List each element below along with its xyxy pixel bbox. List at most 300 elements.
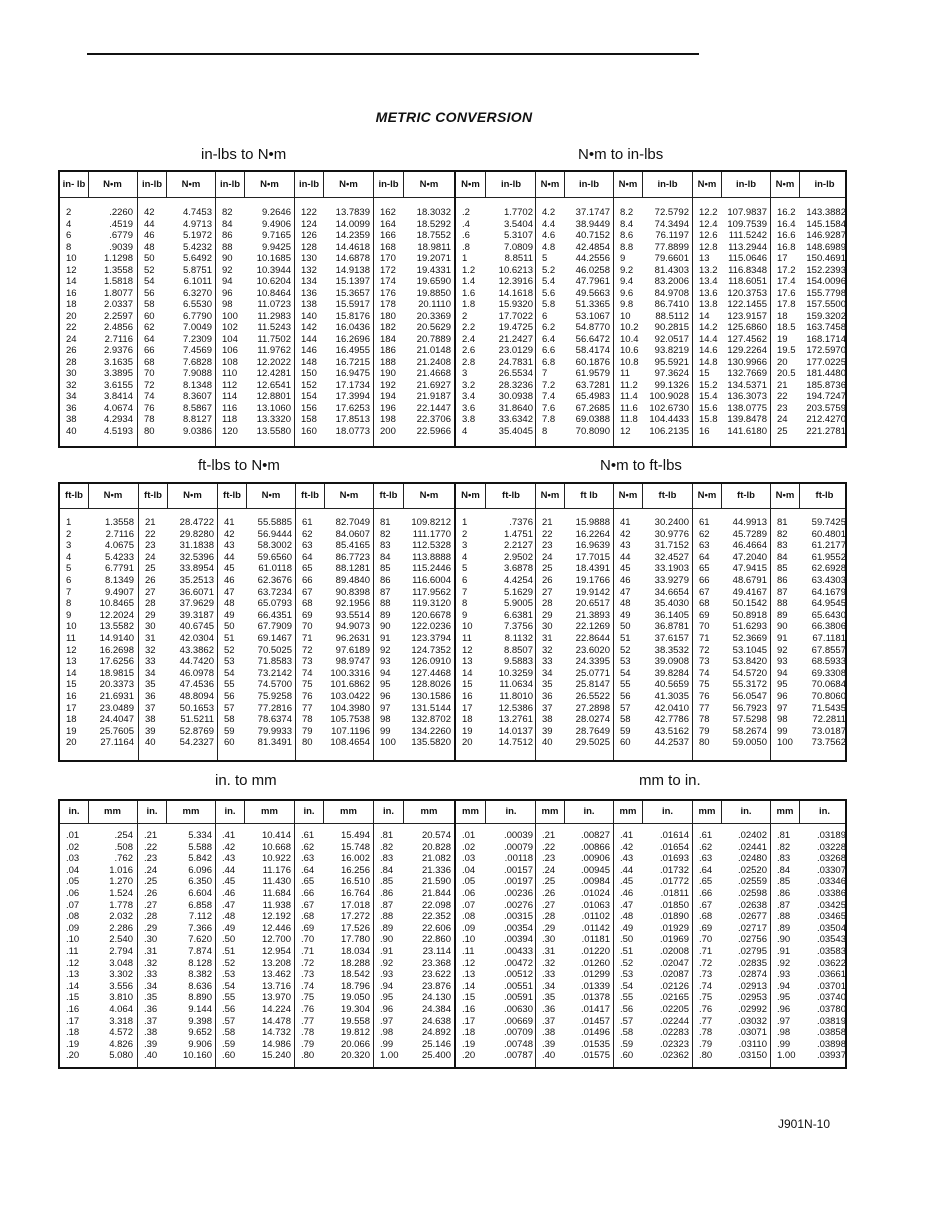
table-cell-input: 48 [224,598,235,610]
table-cell-input: 62 [699,528,710,540]
table-cell-input: 18 [66,714,77,726]
table-cell-input: .69 [699,922,713,934]
table-cell-result: 25.400 [421,1050,451,1062]
table-cell-result: .02205 [659,1004,689,1015]
table-cell-input: 1.00 [777,1050,796,1062]
table-cell-input: .58 [620,1027,634,1039]
table-cell-result: 44.7420 [179,656,214,668]
table-cell-input: 164 [380,218,396,230]
table-cell-result: .03307 [816,864,846,876]
table-cell-input: .6 [462,230,470,241]
table-cell-input: 92 [380,644,391,656]
table-cell-result: .00591 [503,992,533,1004]
column-header-n-m: N•m [697,179,717,190]
table-cell-input: 3.4 [462,391,476,402]
table-cell-input: .05 [462,876,476,888]
table-cell-result: 34.6654 [654,586,689,598]
section-title-ftlbs-to-nm: ft-lbs to N•m [198,457,280,474]
table-cell-result: 16.9639 [575,540,610,552]
table-cell-input: 54 [620,667,631,679]
column-header-in: in. [583,806,595,817]
table-cell-result: 11.0723 [257,299,291,310]
table-cell-input: .08 [66,911,80,923]
table-cell-input: 50 [144,253,155,264]
table-cell-result: 4.5193 [103,425,133,437]
table-cell-input: .30 [542,934,556,946]
table-cell-result: 125.6860 [727,322,767,333]
table-cell-input: 36 [66,402,77,414]
table-cell-input: 61 [302,517,313,528]
table-cell-input: 184 [380,333,396,345]
table-cell-result: 90.2815 [654,322,689,333]
table-cell-result: 38.3532 [654,644,689,656]
table-cell-result: 1.524 [109,888,133,899]
table-cell-result: 23.876 [421,980,451,992]
table-cell-result: 23.6020 [575,644,610,656]
table-cell-result: 12.2024 [99,609,134,621]
table-cell-input: .34 [144,980,158,992]
table-cell-result: 72.2811 [812,714,846,726]
table-cell-result: 14.986 [261,1038,291,1050]
column-header-in: in. [740,806,752,817]
nm-to-ftlbs-column-3 [613,484,693,760]
table-cell-input: 94 [222,276,233,287]
table-cell-result: 9.5883 [503,656,533,668]
table-cell-input: .64 [699,864,713,876]
table-cell-result: 122.0236 [411,621,451,633]
table-cell-result: 112.5328 [412,540,451,552]
table-cell-input: .19 [462,1038,476,1050]
table-cell-result: .03346 [816,876,846,888]
table-cell-input: .13 [462,969,476,981]
table-cell-result: 113.2944 [728,241,767,253]
table-cell-result: 12.3916 [498,276,533,287]
table-cell-result: .02638 [737,899,767,911]
column-header-in-lb: in-lb [378,179,399,190]
table-cell-input: 17.6 [777,287,796,299]
table-cell-result: 23.0129 [498,345,533,356]
table-cell-input: 78 [699,714,710,726]
table-cell-input: 66 [144,345,155,356]
table-cell-result: 84.9708 [654,287,689,299]
ftlbs-to-nm-column-5 [373,484,455,760]
table-cell-input: .76 [699,1004,713,1015]
nm-to-ftlbs-column-5 [770,484,850,760]
table-cell-input: 58 [224,714,235,726]
table-cell-result: 100.3316 [330,667,370,679]
table-cell-input: 21 [542,517,553,528]
inlbs-to-nm-column-1 [60,172,137,446]
table-cell-input: 99 [777,725,788,737]
table-cell-result: 90.8398 [335,586,370,598]
table-cell-input: .72 [301,957,315,969]
table-cell-input: 26 [66,345,77,356]
table-cell-input: 10 [66,253,77,264]
table-cell-input: 138 [301,299,317,310]
table-cell-input: .67 [301,899,315,911]
table-cell-result: 8.1132 [504,633,533,644]
table-cell-input: 17 [66,702,77,714]
table-cell-result: .00984 [580,876,610,888]
table-cell-input: 168 [380,241,396,253]
table-cell-input: .37 [542,1015,556,1027]
table-cell-result: 127.4562 [727,333,767,345]
table-cell-input: 44 [144,218,155,230]
table-cell-result: 42.4854 [575,241,610,253]
table-cell-input: 17.2 [777,264,796,276]
table-cell-result: 28.3236 [498,379,533,391]
table-cell-input: .46 [620,888,634,899]
table-cell-input: 16.6 [777,230,796,241]
mm-to-in-column-1 [454,801,537,1067]
table-cell-input: 58 [144,299,155,310]
table-cell-input: 94 [777,667,788,679]
table-cell-input: .06 [66,888,80,899]
table-cell-input: 24 [777,414,788,425]
table-cell-input: 75 [302,679,313,691]
table-cell-input: 91 [380,633,391,644]
table-cell-result: 155.7798 [806,287,846,299]
table-cell-result: 152.2393 [806,264,846,276]
table-cell-input: 12.4 [699,218,718,230]
table-cell-input: 27 [542,586,553,598]
table-cell-input: 52 [620,644,631,656]
table-cell-input: .80 [301,1050,315,1062]
table-cell-result: 97.3624 [654,368,689,379]
table-cell-input: 9 [462,609,468,621]
table-cell-input: 70 [302,621,313,633]
table-cell-result: 58.2674 [732,725,767,737]
table-cell-result: 56.9444 [257,528,292,540]
table-cell-input: 97 [777,702,788,714]
table-cell-result: 24.638 [421,1015,451,1027]
table-cell-result: 8.1349 [104,575,134,586]
table-cell-input: .75 [699,992,713,1004]
table-cell-input: 92 [222,264,233,276]
table-cell-result: 65.4983 [575,391,610,402]
table-cell-input: 22 [542,528,553,540]
table-cell-result: 8.636 [188,980,212,992]
table-cell-result: 13.716 [261,980,291,992]
table-cell-result: 5.6492 [182,253,212,264]
table-cell-input: 98 [380,714,391,726]
table-cell-input: 122 [301,207,317,218]
table-cell-result: 116.8348 [728,264,767,276]
table-cell-input: 110 [222,368,238,379]
table-cell-input: .45 [620,876,634,888]
column-header-n-m: N•m [618,179,638,190]
table-cell-result: 3.318 [109,1015,133,1027]
table-cell-input: .53 [222,969,236,981]
table-cell-result: 109.7539 [727,218,767,230]
table-cell-result: 20.320 [340,1050,370,1062]
table-cell-result: 15.1397 [335,276,370,287]
table-cell-input: 42 [144,207,155,218]
table-cell-input: .14 [66,980,80,992]
table-cell-result: 59.6560 [257,551,292,563]
table-cell-result: 11.938 [262,899,291,911]
column-header-n-m: N•m [181,179,201,190]
table-cell-input: 53 [224,656,235,668]
table-cell-result: 50.8918 [732,609,767,621]
table-cell-input: 42 [620,528,631,540]
table-cell-result: 12.8801 [256,391,291,402]
table-cell-input: 9 [66,609,72,621]
table-cell-result: 14.4618 [335,241,370,253]
table-cell-input: .50 [222,934,236,946]
table-cell-input: 6 [462,575,468,586]
table-cell-result: 3.3895 [103,368,133,379]
table-cell-result: 14.9140 [99,633,134,644]
table-cell-result: 24.3395 [575,656,610,668]
table-cell-input: 68 [699,598,710,610]
table-cell-result: .02756 [737,934,767,946]
top-rule [87,53,699,55]
table-cell-result: 1.016 [109,864,133,876]
table-cell-result: 21.6931 [99,691,134,702]
table-cell-result: 46.0258 [575,264,610,276]
column-header-in-lb: in- lb [62,179,86,190]
table-cell-input: .90 [380,934,394,946]
table-cell-input: 50 [224,621,235,633]
table-cell-result: 33.6342 [498,414,533,425]
table-cell-input: 96 [222,287,233,299]
table-cell-result: 122.1455 [727,299,767,310]
table-cell-result: 4.572 [109,1027,133,1039]
table-cell-input: 3 [462,368,468,379]
table-cell-result: .01260 [580,957,610,969]
table-cell-result: .00866 [580,841,610,853]
table-cell-input: .60 [620,1050,634,1062]
table-cell-input: 2.8 [462,356,476,368]
table-cell-result: 78.6374 [257,714,292,726]
table-cell-result: 82.7049 [335,517,370,528]
table-cell-result: .03701 [816,980,846,992]
table-cell-input: .98 [777,1027,791,1039]
table-cell-result: 56.7923 [732,702,767,714]
table-cell-input: 87 [777,586,788,598]
table-cell-input: .84 [777,864,791,876]
table-cell-input: 174 [380,276,396,287]
table-cell-input: 19 [462,725,473,737]
table-cell-result: 37.1747 [575,207,610,218]
table-cell-result: .02362 [659,1050,689,1062]
table-cell-input: .81 [380,830,394,841]
table-cell-result: 52.3669 [732,633,767,644]
table-cell-input: 182 [380,322,396,333]
table-cell-input: .25 [144,876,158,888]
table-cell-result: 13.1060 [256,402,291,414]
table-cell-result: 15.494 [340,830,370,841]
table-cell-input: .83 [777,853,791,865]
table-cell-result: 54.5720 [732,667,767,679]
table-cell-result: .03189 [816,830,846,841]
table-cell-input: .75 [301,992,315,1004]
column-header-n-m: N•m [183,490,202,501]
table-cell-input: 180 [380,310,396,322]
column-header-n-m: N•m [339,179,358,190]
table-cell-input: 17.8 [777,299,796,310]
table-cell-input: 25 [145,563,156,575]
table-cell-input: .73 [699,969,713,981]
table-cell-result: 2.794 [109,946,133,957]
table-cell-input: 14 [66,276,77,287]
table-cell-result: 168.1714 [806,333,846,345]
table-cell-input: 55 [224,679,235,691]
table-cell-result: 8.1348 [182,379,212,391]
table-cell-result: 18.288 [340,957,370,969]
table-cell-input: .48 [222,911,236,923]
table-cell-input: 61 [699,517,710,528]
table-cell-result: 7.2309 [182,333,212,345]
table-cell-input: 20 [777,356,788,368]
table-cell-result: 4.826 [109,1038,133,1050]
table-cell-input: .77 [301,1015,315,1027]
table-cell-input: .39 [144,1038,158,1050]
table-cell-input: 46 [620,575,631,586]
table-cell-input: 36 [145,691,156,702]
table-cell-input: .15 [462,992,476,1004]
table-cell-input: 10 [620,310,631,322]
table-cell-result: 10.6213 [498,264,533,276]
table-cell-input: 10.2 [620,322,639,333]
table-cell-result: 22.1269 [575,621,610,633]
table-cell-result: .254 [114,830,133,841]
table-cell-result: 6.5530 [182,299,212,310]
table-cell-result: .00197 [503,876,533,888]
table-cell-result: .00354 [503,922,533,934]
table-cell-input: .74 [301,980,315,992]
table-cell-result: 63.4303 [811,575,846,586]
table-cell-input: .09 [66,922,80,934]
table-cell-result: .03780 [816,1004,846,1015]
table-cell-input: 152 [301,379,317,391]
table-cell-input: 82 [380,528,391,540]
table-cell-result: 42.0304 [179,633,214,644]
table-cell-input: 170 [380,253,396,264]
table-cell-input: .62 [301,841,315,853]
table-cell-result: 58.4174 [575,345,610,356]
table-cell-input: 13 [462,656,473,668]
table-cell-result: 11.176 [262,864,291,876]
table-cell-input: 25 [542,563,553,575]
table-cell-result: 55.5885 [257,517,292,528]
table-cell-result: .01142 [581,922,610,934]
table-cell-result: 115.0646 [728,253,767,264]
table-cell-input: 59 [224,725,235,737]
table-cell-result: 20.066 [340,1038,370,1050]
table-cell-input: .56 [620,1004,634,1015]
table-cell-result: 22.606 [421,922,451,934]
table-cell-input: 52 [144,264,155,276]
table-cell-result: 25.7605 [99,725,134,737]
table-cell-input: .02 [462,841,476,853]
table-cell-input: 9.8 [620,299,634,310]
column-header-in-lb: in-lb [141,179,163,190]
table-cell-result: .03150 [737,1050,767,1062]
table-cell-input: .49 [222,922,236,934]
table-cell-result: 29.5025 [575,737,610,749]
table-cell-result: 21.2427 [498,333,533,345]
table-cell-input: 95 [777,679,788,691]
table-cell-result: 13.3320 [256,414,291,425]
table-cell-result: 33.1903 [654,563,689,575]
table-cell-input: 16 [66,691,77,702]
table-cell-result: 22.8644 [575,633,610,644]
table-cell-input: 14.6 [699,345,718,356]
table-cell-input: .30 [144,934,158,946]
table-cell-input: 60 [144,310,155,322]
table-cell-input: 11.8 [620,414,638,425]
table-cell-result: 12.6541 [256,379,291,391]
table-cell-input: 85 [380,563,391,575]
table-cell-input: 95 [380,679,391,691]
table-cell-result: 5.9005 [503,598,533,610]
table-cell-result: 8.8127 [182,414,212,425]
table-cell-result: 1.3558 [103,264,133,276]
table-cell-result: 40.7152 [575,230,610,241]
table-cell-result: 134.5371 [727,379,767,391]
table-cell-input: .97 [380,1015,394,1027]
table-cell-result: 15.5917 [335,299,370,310]
table-cell-result: 51.3365 [575,299,610,310]
table-cell-input: 56 [144,287,155,299]
table-cell-result: 12.4281 [256,368,291,379]
table-cell-input: 31 [145,633,156,644]
column-header-n-m: N•m [103,179,122,190]
table-cell-result: 159.3202 [806,310,846,322]
table-cell-input: 98 [222,299,233,310]
table-cell-result: 47.7961 [575,276,610,287]
table-cell-result: 49.5663 [575,287,610,299]
table-cell-result: .02677 [737,911,767,923]
table-cell-result: 10.3259 [498,667,533,679]
table-cell-input: .56 [222,1004,236,1015]
table-cell-input: .97 [777,1015,791,1027]
table-cell-result: 11.7502 [257,333,291,345]
table-cell-input: .77 [699,1015,713,1027]
table-cell-input: .23 [542,853,556,865]
table-cell-result: 39.0908 [654,656,689,668]
table-cell-result: .01457 [580,1015,610,1027]
table-cell-result: .7376 [509,517,533,528]
table-cell-input: .01 [66,830,80,841]
table-cell-input: 64 [144,333,155,345]
table-cell-result: 25.8147 [575,679,610,691]
table-cell-input: 23 [542,540,553,552]
table-cell-result: 51.6293 [732,621,767,633]
nm-to-inlbs-column-1 [454,172,537,446]
column-header-in-lb: in-lb [298,179,320,190]
table-cell-result: .00236 [503,888,533,899]
table-cell-result: .03110 [738,1038,767,1050]
table-cell-input: 3.6 [462,402,476,414]
table-cell-input: .82 [380,841,394,853]
table-cell-input: 50 [620,621,631,633]
table-cell-input: 18 [777,310,788,322]
table-cell-result: 26.5534 [498,368,533,379]
table-cell-input: 4.8 [542,241,556,253]
table-cell-input: 84 [777,551,788,563]
table-cell-result: 21.3893 [575,609,610,621]
table-cell-input: 88 [380,598,391,610]
table-cell-input: 160 [301,425,317,437]
table-cell-result: 7.0809 [503,241,533,253]
table-cell-result: 40.6745 [179,621,214,633]
table-cell-result: 17.018 [340,899,370,911]
table-cell-result: .03937 [816,1050,846,1062]
column-header-ft-lb: ft-lb [815,490,834,501]
